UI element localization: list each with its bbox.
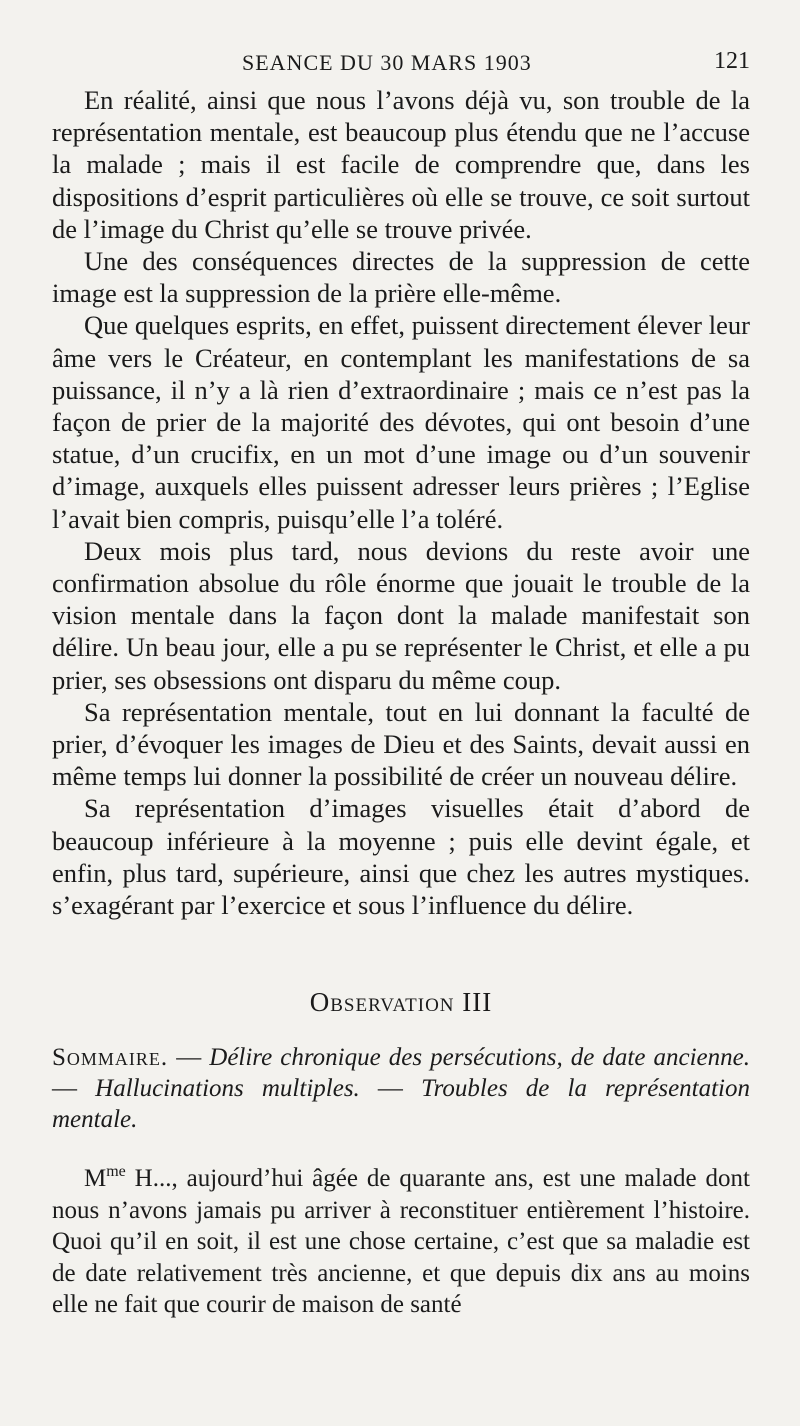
paragraph-3: Que quelques esprits, en effet, puissent directement élever leur âme vers le Créateur, en contemplant les manifestations de sa puissance, il n’y a là rien d’extraordinaire ; mais ce n’est pas la façon de prier de la majorité des dévotes, qui ont besoin d’une statue, d’un crucifix, en un mot d’une image ou d’un souvenir d’image, auxquels elles puissent adresser leurs prières ; l’Eglise l’avait bien compris, puisqu’elle l’a toléré. xyxy=(52,310,750,534)
summary-item-3: Troubles de la représentation mentale. xyxy=(52,1075,751,1134)
case-paragraph xyxy=(52,1163,750,1321)
body-text xyxy=(52,84,750,921)
case-text: H..., aujourd’hui âgée de quarante ans, est une malade dont nous n’avons jamais pu arriver à reconstituer entièrement l’histoire. Quoi qu’il en soit, il est une chose certaine, c’est que sa maladie est de date relativement très ancienne, et que depuis dix ans au moins elle ne fait que courir de maison de santé xyxy=(52,1165,750,1319)
summary-item-1: Délire chronique des persécutions, de date ancienne. xyxy=(209,1044,750,1072)
summary-dash-3: — xyxy=(359,1075,422,1103)
paragraph-6: Sa représentation d’images visuelles était d’abord de beaucoup inférieure à la moyenne ; puis elle devint égale, et enfin, plus tard, supérieure, ainsi que chez les autres mystiques. s’exagérant par l’exercice et sous l’influence du délire. xyxy=(52,793,750,921)
paragraph-5: Sa représentation mentale, tout en lui donnant la faculté de prier, d’évoquer les images de Dieu et des Saints, devait aussi en même temps lui donner la possibilité de créer un nouveau délire. xyxy=(52,696,750,792)
case-section xyxy=(52,1163,750,1321)
observation-title: Observation III xyxy=(309,987,493,1018)
paragraph-2: Une des conséquences directes de la suppression de cette image est la suppression de la prière elle-même. xyxy=(52,246,750,309)
summary-label: Sommaire. xyxy=(52,1044,169,1072)
summary-dash-2: — xyxy=(52,1075,96,1103)
summary-item-2: Hallucinations multiples. xyxy=(95,1075,360,1103)
case-title-prefix: M xyxy=(84,1165,107,1193)
observation-summary xyxy=(52,1042,750,1135)
summary-dash-1: — xyxy=(168,1044,210,1072)
page-number: 121 xyxy=(714,48,750,74)
case-title-sup: me xyxy=(106,1163,126,1181)
running-head xyxy=(52,42,750,78)
paragraph-1: En réalité, ainsi que nous l’avons déjà vu, son trouble de la représentation mentale, est beaucoup plus étendu que ne l’accuse la malade ; mais il est facile de comprendre que, dans les dispositions d’esprit particulières où elle se trouve, ce soit surtout de l’image du Christ qu’elle se trouve privée. xyxy=(52,85,750,244)
paragraph-4: Deux mois plus tard, nous devions du reste avoir une confirmation absolue du rôle énorme que jouait le trouble de la vision mentale dans la façon dont la malade manifestait son délire. Un beau jour, elle a pu se représenter le Christ, et elle a pu prier, ses obsessions ont disparu du même coup. xyxy=(52,535,750,695)
running-title: SEANCE DU 30 MARS 1903 xyxy=(242,50,532,75)
